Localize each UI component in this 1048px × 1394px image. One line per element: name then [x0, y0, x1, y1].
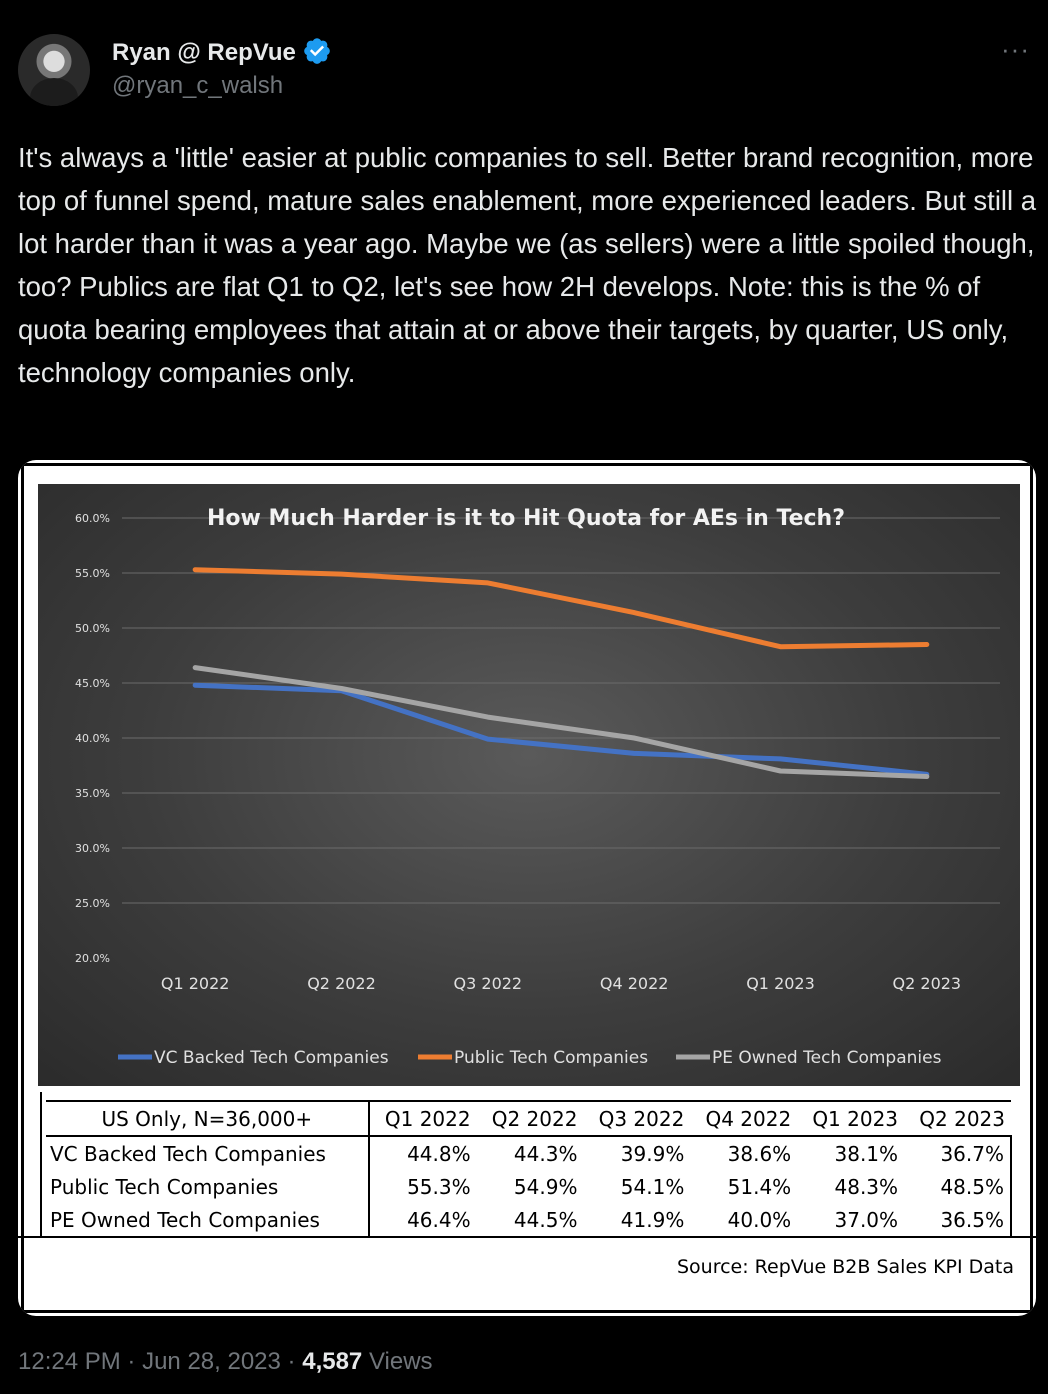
chart-title: How Much Harder is it to Hit Quota for AEs in Tech?	[207, 506, 845, 531]
y-tick-label: 45.0%	[75, 677, 110, 690]
tweet-time[interactable]: 12:24 PM	[18, 1348, 121, 1375]
table-cell: 48.3%	[834, 1174, 899, 1199]
views-label: Views	[368, 1348, 433, 1375]
y-tick-label: 55.0%	[75, 567, 110, 580]
table-cell: 44.5%	[477, 1203, 584, 1237]
table-cell: 39.9%	[620, 1141, 685, 1166]
table-cell: 38.1%	[834, 1141, 899, 1166]
author-display-name[interactable]: Ryan @ RepVue	[112, 39, 296, 66]
table-header-cell: Q4 2022	[690, 1101, 797, 1136]
table-header-cell: Q2 2022	[477, 1101, 584, 1136]
table-header-cell: Q3 2022	[583, 1101, 690, 1136]
table-cell: 44.3%	[513, 1141, 578, 1166]
table-cell: 46.4%	[369, 1203, 477, 1237]
table-header-cell: Q1 2022	[369, 1101, 477, 1136]
avatar[interactable]	[18, 34, 90, 106]
series-line	[195, 570, 927, 647]
table-border	[40, 1092, 42, 1236]
table-cell: 37.0%	[797, 1203, 904, 1237]
tweet-media-image[interactable]	[18, 460, 1036, 1316]
table-cell: 38.6%	[727, 1141, 792, 1166]
table-cell: 36.7%	[904, 1136, 1011, 1170]
source-note: Source: RepVue B2B Sales KPI Data	[676, 1256, 1014, 1278]
chart-svg	[38, 484, 1020, 1086]
author-handle[interactable]: @ryan_c_walsh	[112, 72, 284, 99]
table-row-label: PE Owned Tech Companies	[46, 1203, 369, 1237]
table-cell: 54.1%	[620, 1174, 685, 1199]
author-name[interactable]	[112, 36, 332, 67]
table-cell: 48.5%	[904, 1170, 1011, 1203]
y-tick-label: 20.0%	[75, 952, 110, 965]
x-tick-label: Q1 2022	[160, 974, 230, 993]
y-tick-label: 30.0%	[75, 842, 110, 855]
legend-label: PE Owned Tech Companies	[712, 1048, 942, 1068]
legend-label: Public Tech Companies	[454, 1048, 649, 1068]
x-tick-label: Q2 2023	[892, 974, 962, 993]
x-tick-label: Q3 2022	[453, 974, 523, 993]
table-cell: 44.8%	[407, 1141, 471, 1166]
y-tick-label: 25.0%	[75, 897, 110, 910]
y-tick-label: 60.0%	[75, 512, 110, 525]
legend-label: VC Backed Tech Companies	[154, 1048, 389, 1068]
series-line	[195, 668, 927, 777]
separator: ·	[127, 1348, 136, 1375]
more-options-icon[interactable]: ···	[1001, 34, 1030, 64]
x-tick-label: Q2 2022	[307, 974, 376, 993]
tweet-footer	[18, 1348, 433, 1376]
separator: ·	[287, 1348, 296, 1375]
table-cell: 55.3%	[407, 1174, 471, 1199]
table-header-cell: Q2 2023	[904, 1101, 1011, 1136]
y-tick-label: 40.0%	[75, 732, 110, 745]
table-row-label: Public Tech Companies	[46, 1170, 369, 1203]
kpi-table	[46, 1100, 1012, 1238]
tweet-date[interactable]: Jun 28, 2023	[142, 1348, 281, 1375]
views-count[interactable]: 4,587	[302, 1348, 363, 1375]
verified-badge-icon	[302, 36, 332, 66]
table-row	[46, 1136, 1011, 1170]
table-cell: 36.5%	[904, 1203, 1011, 1237]
table-row	[46, 1203, 1011, 1237]
table-header-label: US Only, N=36,000+	[46, 1101, 369, 1136]
y-tick-label: 35.0%	[75, 787, 110, 800]
table-cell: 40.0%	[690, 1203, 797, 1237]
table-cell: 54.9%	[513, 1174, 578, 1199]
table-header-cell: Q1 2023	[797, 1101, 904, 1136]
y-tick-label: 50.0%	[75, 622, 110, 635]
divider	[18, 1236, 1036, 1238]
table-cell: 41.9%	[583, 1203, 690, 1237]
tweet-text: It's always a 'little' easier at public companies to sell. Better brand recognition, more top of funnel spend, mature sales enablement, more experienced leaders. But still a lot harder than it was a year ago. Maybe we (as sellers) were a little spoiled though, too? Publics are flat Q1 to Q2, let's see how 2H develops. Note: this is the % of quota bearing employees that attain at or above their targets, by quarter, US only, technology companies only.	[18, 142, 1037, 388]
x-tick-label: Q4 2022	[599, 974, 669, 993]
chart	[38, 484, 1020, 1086]
table-row-label: VC Backed Tech Companies	[46, 1136, 369, 1170]
table-header-row	[46, 1101, 1011, 1136]
x-tick-label: Q1 2023	[746, 974, 815, 993]
table-cell: 51.4%	[727, 1174, 792, 1199]
table-row	[46, 1170, 1011, 1203]
